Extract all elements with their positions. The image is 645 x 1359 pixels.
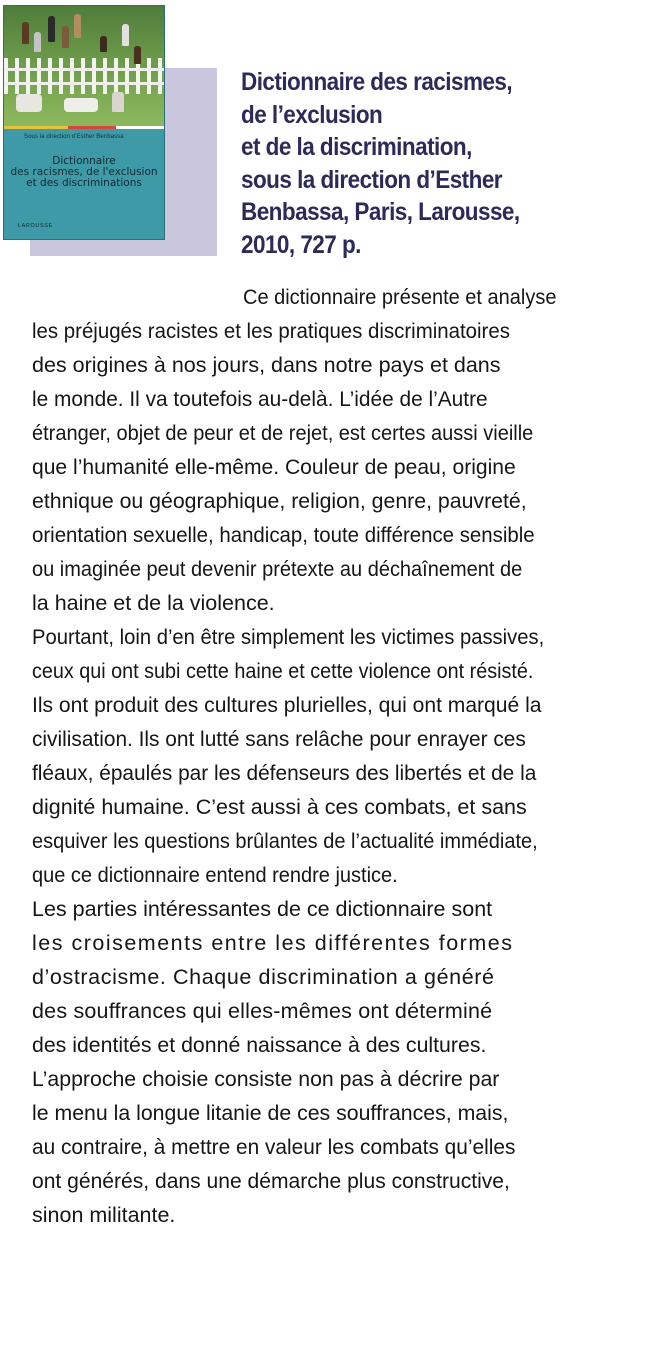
paragraph-2-line: fléaux, épaulés par les défenseurs des libertés et de la (32, 761, 537, 785)
paragraph-3-line: au contraire, à mettre en valeur les combats qu’elles (32, 1135, 516, 1159)
cover-color-band (4, 126, 164, 129)
paragraph-3-line: d’ostracisme. Chaque discrimination a généré (32, 965, 495, 989)
heading-line: 2010, 727 p. (241, 230, 361, 259)
paragraph-3-line: des souffrances qui elles-mêmes ont déterminé (32, 999, 493, 1023)
heading-line: de l’exclusion (241, 100, 383, 129)
paragraph-3-line: les croisements entre les différentes formes (32, 931, 514, 955)
person-figure (34, 32, 41, 52)
person-figure (112, 92, 124, 112)
paragraph-2-line: Pourtant, loin d’en être simplement les victimes passives, (32, 625, 545, 649)
garden-chair (64, 98, 98, 112)
cover-author: Sous la direction d'Esther Benbassa (24, 134, 124, 140)
paragraph-1-line: la haine et de la violence. (32, 591, 275, 615)
person-figure (100, 36, 107, 52)
heading-line: sous la direction d’Esther (241, 165, 503, 194)
paragraph-1-line: Ce dictionnaire présente et analyse (243, 285, 557, 309)
paragraph-2-line: esquiver les questions brûlantes de l’actualité immédiate, (32, 829, 538, 853)
paragraph-1-line: des origines à nos jours, dans notre pays et dans (32, 353, 501, 377)
paragraph-1-line: que l’humanité elle-même. Couleur de peau, origine (32, 455, 516, 479)
paragraph-3-line: des identités et donné naissance à des cultures. (32, 1033, 487, 1057)
book-reference-heading (241, 66, 601, 261)
paragraph-3-line: ont générés, dans une démarche plus constructive, (32, 1169, 510, 1193)
paragraph-2-line: dignité humaine. C’est aussi à ces combats, et sans (32, 795, 527, 819)
person-figure (122, 24, 129, 46)
heading-line: Dictionnaire des racismes, (241, 68, 513, 96)
heading-line: Benbassa, Paris, Larousse, (241, 198, 520, 226)
person-figure (134, 46, 141, 64)
paragraph-3-line: Les parties intéressantes de ce dictionnaire sont (32, 897, 493, 921)
paragraph-2-line: civilisation. Ils ont lutté sans relâche pour enrayer ces (32, 727, 526, 751)
paragraph-2-line: que ce dictionnaire entend rendre justice. (32, 863, 398, 887)
paragraph-3-line: sinon militante. (32, 1203, 176, 1227)
cover-publisher-logo: LAROUSSE (18, 223, 53, 229)
garden-chair (16, 94, 42, 112)
paragraph-1-line: les préjugés racistes et les pratiques discriminatoires (32, 319, 510, 343)
paragraph-1-line: ou imaginée peut devenir prétexte au déchaînement de (32, 557, 523, 581)
paragraph-1-line: étranger, objet de peur et de rejet, est certes aussi vieille (32, 421, 534, 445)
cover-title: Dictionnaire des racismes, de l'exclusion et des discriminations (10, 155, 158, 189)
paragraph-2-line: Ils ont produit des cultures plurielles, qui ont marqué la (32, 693, 542, 717)
heading-line: et de la discrimination, (241, 133, 472, 161)
person-figure (62, 26, 69, 48)
cover-photo (4, 6, 164, 126)
paragraph-3-line: L’approche choisie consiste non pas à décrire par (32, 1067, 500, 1091)
person-figure (22, 22, 29, 44)
person-figure (74, 14, 81, 38)
book-cover (4, 6, 164, 239)
paragraph-1-line: orientation sexuelle, handicap, toute différence sensible (32, 523, 535, 547)
paragraph-1-line: ethnique ou géographique, religion, genre, pauvreté, (32, 489, 527, 513)
paragraph-3-line: le menu la longue litanie de ces souffrances, mais, (32, 1101, 509, 1125)
paragraph-1-line: le monde. Il va toutefois au-delà. L’idée de l’Autre (32, 387, 488, 411)
person-figure (48, 16, 55, 42)
paragraph-2-line: ceux qui ont subi cette haine et cette violence ont résisté. (32, 659, 534, 683)
